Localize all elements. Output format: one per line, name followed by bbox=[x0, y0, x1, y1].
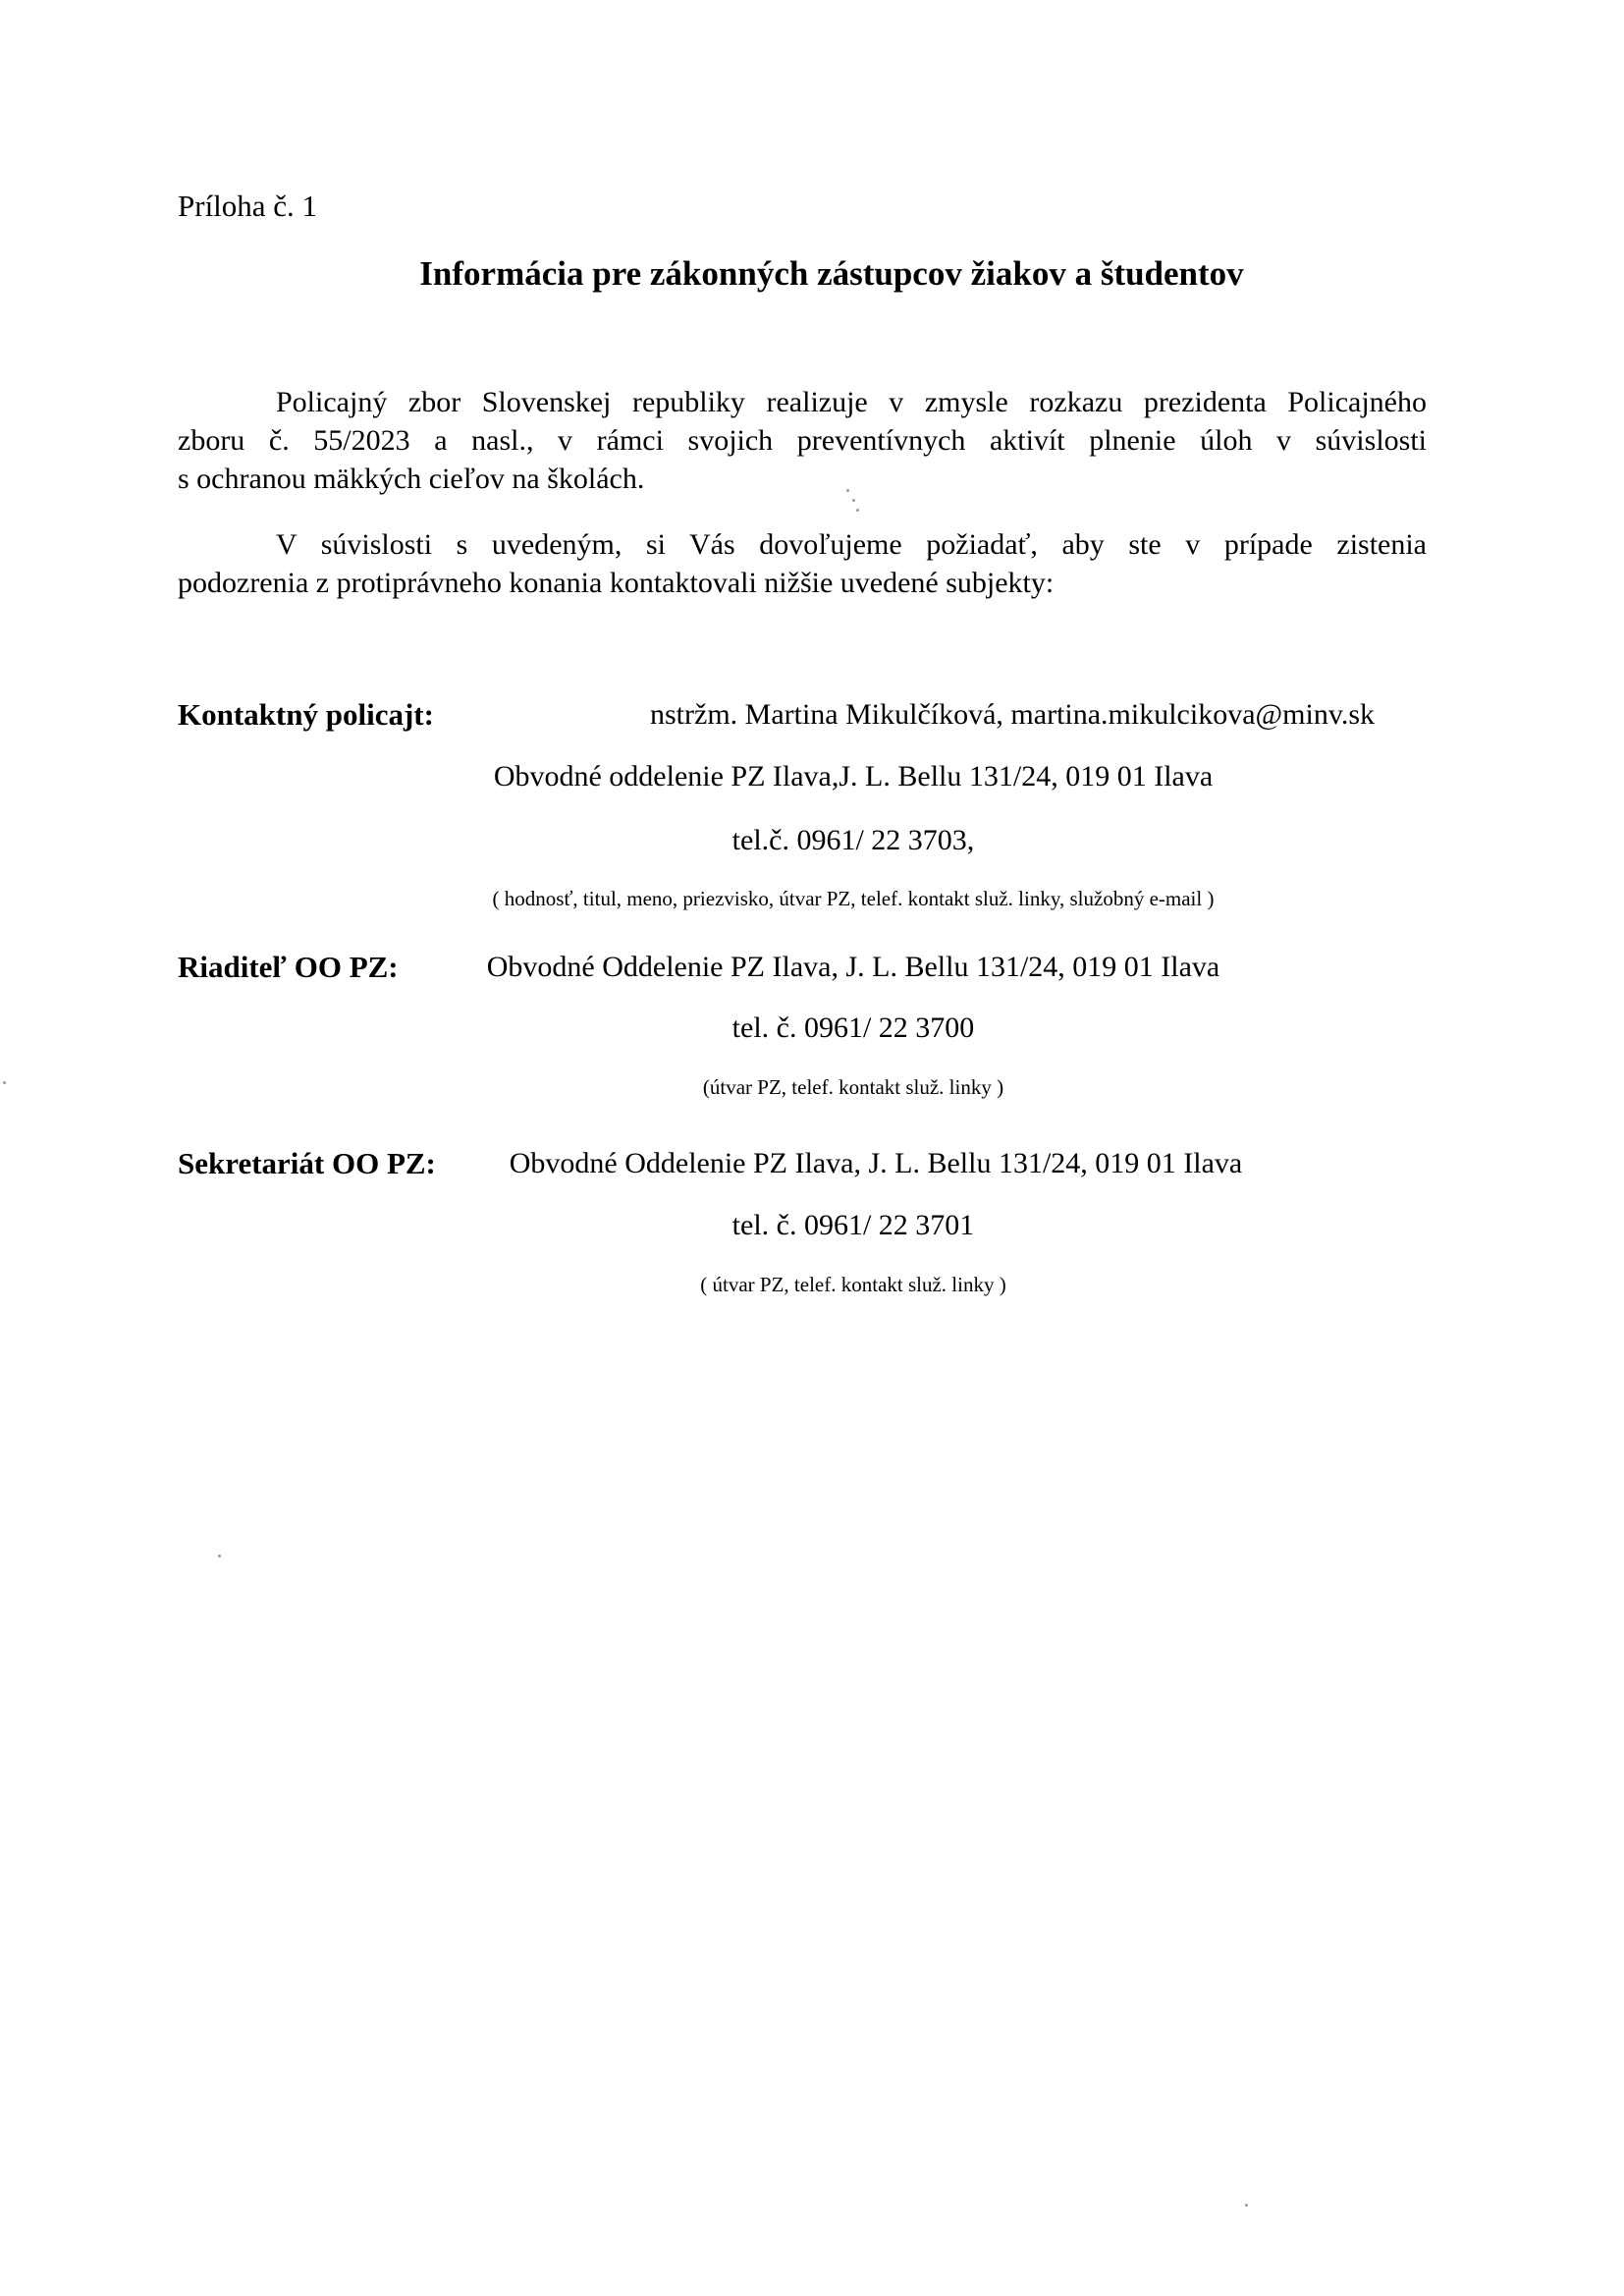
scan-speck bbox=[852, 499, 855, 502]
contact-secretariat-address: Obvodné Oddelenie PZ Ilava, J. L. Bellu 131/24, 019 01 Ilava bbox=[509, 1147, 1243, 1179]
contact-label-director: Riaditeľ OO PZ: bbox=[178, 950, 399, 984]
paragraph-line: V súvislosti s uvedeným, si Vás dovoľujeme požiadať, aby ste v prípade zistenia bbox=[276, 528, 1427, 561]
contact-label-officer: Kontaktný policajt: bbox=[178, 697, 434, 732]
contact-director-address: Obvodné Oddelenie PZ Ilava, J. L. Bellu 131/24, 019 01 Ilava bbox=[486, 951, 1220, 983]
document-title: Informácia pre zákonných zástupcov žiakov a študentov bbox=[419, 254, 1244, 293]
annex-label: Príloha č. 1 bbox=[178, 189, 318, 223]
scan-speck bbox=[846, 489, 849, 492]
paragraph-line: s ochranou mäkkých cieľov na školách. bbox=[178, 463, 645, 495]
paragraph-request bbox=[178, 525, 1427, 602]
scan-speck bbox=[1245, 2204, 1248, 2207]
paragraph-line: podozrenia z protiprávneho konania kontaktovali nižšie uvedené subjekty: bbox=[178, 567, 1055, 599]
contact-director-phone: tel. č. 0961/ 22 3700 bbox=[731, 1011, 975, 1044]
contact-officer-note: ( hodnosť, titul, meno, priezvisko, útvar PZ, telef. kontakt služ. linky, služobný e-mail ) bbox=[492, 887, 1215, 910]
scan-speck bbox=[218, 1555, 221, 1558]
contact-secretariat-phone: tel. č. 0961/ 22 3701 bbox=[731, 1209, 975, 1241]
contact-officer-name: nstržm. Martina Mikulčíková, martina.mikulcikova@minv.sk bbox=[650, 698, 1376, 731]
contact-label-secretariat: Sekretariát OO PZ: bbox=[178, 1146, 436, 1180]
paragraph-intro bbox=[178, 383, 1427, 498]
contact-secretariat-note: ( útvar PZ, telef. kontakt služ. linky ) bbox=[700, 1273, 1006, 1296]
contact-director-note: (útvar PZ, telef. kontakt služ. linky ) bbox=[702, 1075, 1004, 1099]
scan-speck bbox=[3, 1081, 6, 1084]
paragraph-line: zboru č. 55/2023 a nasl., v rámci svojich preventívnych aktivít plnenie úloh v súvislosti bbox=[178, 424, 1427, 457]
contact-officer-address: Obvodné oddelenie PZ Ilava,J. L. Bellu 131/24, 019 01 Ilava bbox=[493, 760, 1214, 793]
paragraph-line: Policajný zbor Slovenskej republiky realizuje v zmysle rozkazu prezidenta Policajného bbox=[276, 386, 1427, 418]
scan-speck bbox=[856, 509, 859, 512]
contact-officer-phone: tel.č. 0961/ 22 3703, bbox=[731, 824, 975, 856]
